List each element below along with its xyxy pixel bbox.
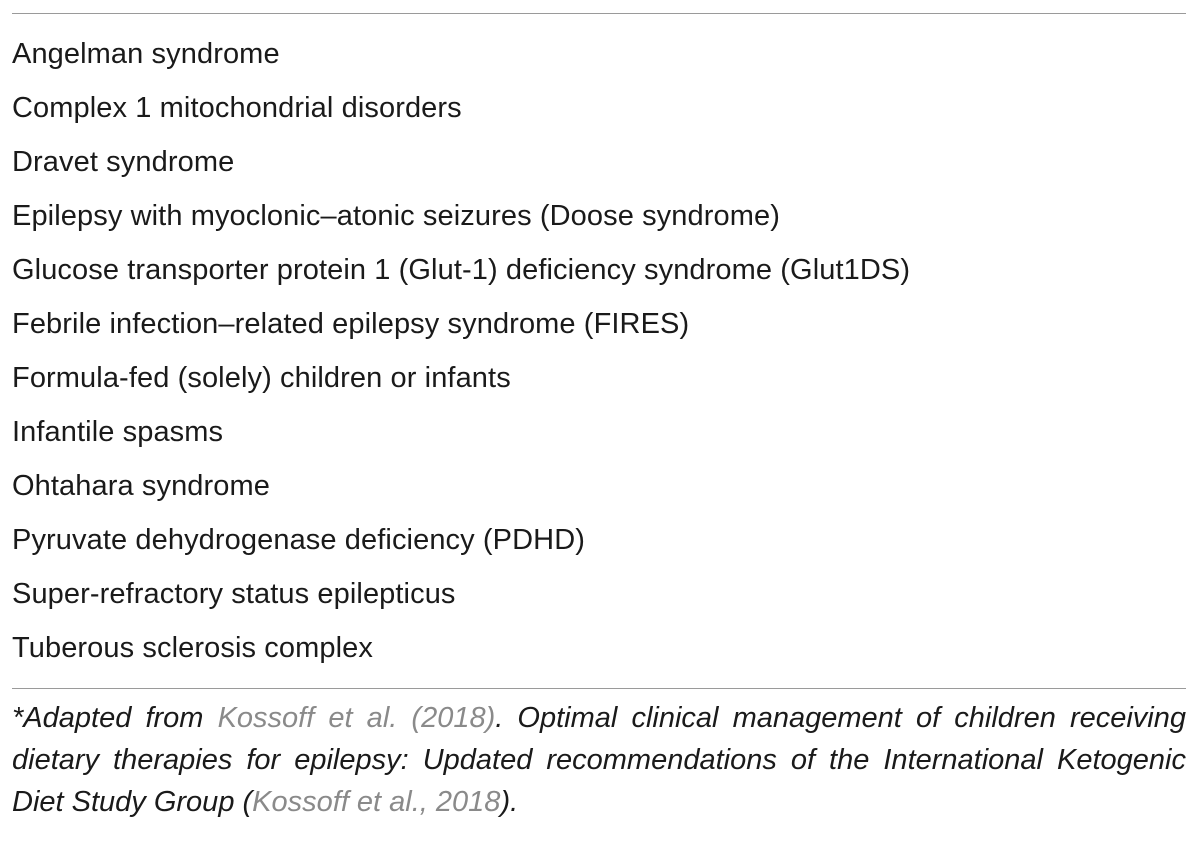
indication-list — [12, 14, 1186, 675]
reference-link[interactable]: Kossoff et al., 2018 — [252, 786, 501, 818]
list-item: Infantile spasms — [12, 416, 224, 448]
list-item: Tuberous sclerosis complex — [12, 632, 373, 664]
footnote-suffix: ). — [500, 786, 519, 818]
indications-table — [12, 0, 1186, 852]
list-item: Super-refractory status epilepticus — [12, 578, 456, 610]
list-item: Formula-fed (solely) children or infants — [12, 362, 511, 394]
footnote-prefix: *Adapted from — [12, 702, 218, 734]
list-item: Angelman syndrome — [12, 38, 280, 70]
list-item: Ohtahara syndrome — [12, 470, 270, 502]
footnote-rule — [12, 688, 1186, 689]
footnote-body: . Optimal clinical management of children receiving dietary therapies for epilepsy: Updated recommendations of the International Ketogenic Diet Study Group ( — [12, 702, 1187, 818]
table-footnote — [12, 697, 1186, 823]
list-item: Glucose transporter protein 1 (Glut-1) deficiency syndrome (Glut1DS) — [12, 254, 911, 286]
list-item: Febrile infection–related epilepsy syndrome (FIRES) — [12, 308, 690, 340]
reference-link[interactable]: Kossoff et al. (2018) — [217, 702, 496, 734]
list-item: Epilepsy with myoclonic–atonic seizures (Doose syndrome) — [12, 200, 780, 232]
list-item: Complex 1 mitochondrial disorders — [12, 92, 462, 124]
list-item: Dravet syndrome — [12, 146, 235, 178]
list-item: Pyruvate dehydrogenase deficiency (PDHD) — [12, 524, 585, 556]
